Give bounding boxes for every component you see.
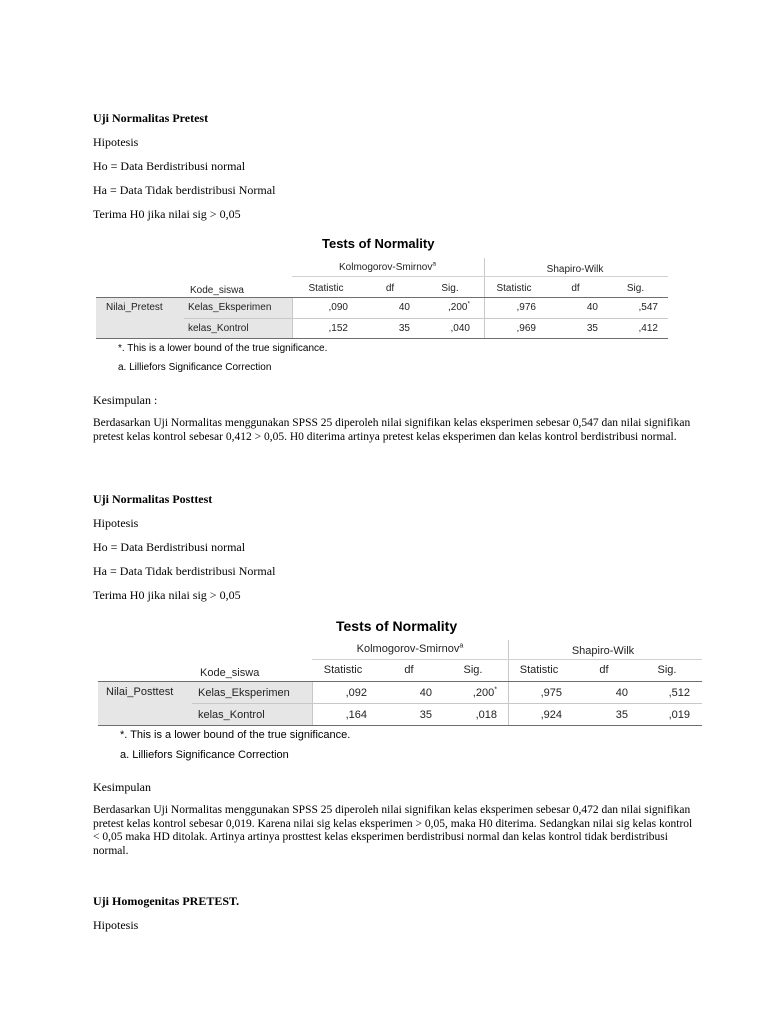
ks-df-value: 35 xyxy=(419,709,432,721)
col-ks-statistic: Statistic xyxy=(323,664,363,676)
sw-statistic-value: ,975 xyxy=(540,687,562,699)
posttest-kesimpulan-text: Berdasarkan Uji Normalitas menggunakan SPSS 25 diperoleh nilai signifikan kelas eksperimen sebesar 0,472 dan nilai signifikan pretest kelas kontrol sebesar 0,019. Karena nilai sig kelas eksperimen > 0,05, maka H0 diterima. Sedangkan nilai sig kelas kontrol < 0,05 maka HD ditolak. Artinya artinya prosttest kelas eksperimen berdistribusi normal dan kelas kontrol tidak berdistribusi normal. xyxy=(93,804,693,857)
row-kode: kelas_Kontrol xyxy=(198,709,265,721)
ks-df-value: 40 xyxy=(398,302,410,313)
table-footnote-1: *. This is a lower bound of the true significance. xyxy=(118,343,328,354)
row-label-nilai-posttest: Nilai_Posttest xyxy=(106,686,174,698)
col-ks-sig: Sig. xyxy=(441,283,459,294)
col-kode-siswa: Kode_siswa xyxy=(200,667,260,679)
col-sw-df: df xyxy=(599,664,609,676)
ks-sig-value: ,200* xyxy=(472,685,497,699)
sw-sig-value: ,019 xyxy=(668,709,690,721)
sw-sig-value: ,547 xyxy=(638,302,658,313)
col-ks-sig: Sig. xyxy=(463,664,483,676)
pretest-kesimpulan-text: Berdasarkan Uji Normalitas menggunakan SPSS 25 diperoleh nilai signifikan kelas eksperimen sebesar 0,547 dan nilai signifikan pretest kelas kontrol sebesar 0,412 > 0,05. H0 diterima artinya pretest kelas eksperimen dan kelas kontrol berdistribusi normal. xyxy=(93,417,691,443)
table-footnote-2: a. Lilliefors Significance Correction xyxy=(120,749,289,761)
sw-df-value: 35 xyxy=(586,323,598,334)
row-kode: Kelas_Eksperimen xyxy=(188,302,272,313)
table-title: Tests of Normality xyxy=(322,236,435,251)
ks-statistic-value: ,152 xyxy=(328,323,348,334)
table-footnote-1: *. This is a lower bound of the true significance. xyxy=(120,729,351,741)
sw-statistic-value: ,969 xyxy=(516,323,536,334)
col-sw-df: df xyxy=(571,283,580,294)
col-sw-statistic: Statistic xyxy=(519,664,559,676)
ks-df-value: 35 xyxy=(398,323,410,334)
row-kode: Kelas_Eksperimen xyxy=(198,687,290,699)
pretest-ha: Ha = Data Tidak berdistribusi Normal xyxy=(93,183,276,197)
col-ks-df: df xyxy=(385,283,395,294)
col-ks-statistic: Statistic xyxy=(308,283,344,294)
pretest-heading: Uji Normalitas Pretest xyxy=(93,111,209,125)
ks-statistic-value: ,164 xyxy=(345,709,367,721)
col-ks-df: df xyxy=(404,664,414,676)
ks-sig-value: ,040 xyxy=(450,323,470,334)
ks-group-header: Kolmogorov-Smirnov$^a$ xyxy=(339,260,436,273)
table-title: Tests of Normality xyxy=(336,618,458,634)
ks-statistic-value: ,090 xyxy=(328,302,348,313)
sw-group-header: Shapiro-Wilk xyxy=(546,264,604,275)
pretest-terima: Terima H0 jika nilai sig > 0,05 xyxy=(93,207,241,221)
sw-group-header: Shapiro-Wilk xyxy=(571,645,635,657)
col-sw-statistic: Statistic xyxy=(496,283,532,294)
sw-df-value: 40 xyxy=(586,302,598,313)
posttest-ha: Ha = Data Tidak berdistribusi Normal xyxy=(93,564,276,578)
col-sw-sig: Sig. xyxy=(626,283,645,294)
sw-df-value: 35 xyxy=(615,709,628,721)
posttest-kesimpulan-label: Kesimpulan xyxy=(93,780,151,794)
sw-sig-value: ,512 xyxy=(668,687,690,699)
sw-statistic-value: ,924 xyxy=(540,709,562,721)
table-footnote-2: a. Lilliefors Significance Correction xyxy=(118,362,272,373)
pretest-ho: Ho = Data Berdistribusi normal xyxy=(93,159,246,173)
col-sw-sig: Sig. xyxy=(657,664,677,676)
row-label-nilai-pretest: Nilai_Pretest xyxy=(106,302,163,313)
ks-group-header: Kolmogorov-Smirnov$^a$ xyxy=(356,641,464,655)
posttest-terima: Terima H0 jika nilai sig > 0,05 xyxy=(93,588,241,602)
ks-sig-value: ,200* xyxy=(448,300,470,313)
sw-statistic-value: ,976 xyxy=(516,302,536,313)
posttest-hipotesis: Hipotesis xyxy=(93,516,139,530)
posttest-ho: Ho = Data Berdistribusi normal xyxy=(93,540,246,554)
ks-sig-value: ,018 xyxy=(475,709,497,721)
ks-df-value: 40 xyxy=(419,687,432,699)
sw-sig-value: ,412 xyxy=(638,323,658,334)
pretest-kesimpulan-label: Kesimpulan : xyxy=(93,393,158,407)
homogenitas-hipotesis: Hipotesis xyxy=(93,918,139,932)
row-kode: kelas_Kontrol xyxy=(188,323,249,334)
ks-statistic-value: ,092 xyxy=(345,687,367,699)
posttest-heading: Uji Normalitas Posttest xyxy=(93,492,213,506)
col-kode-siswa: Kode_siswa xyxy=(190,285,244,296)
sw-df-value: 40 xyxy=(615,687,628,699)
pretest-hipotesis: Hipotesis xyxy=(93,135,139,149)
homogenitas-heading: Uji Homogenitas PRETEST. xyxy=(93,894,240,908)
